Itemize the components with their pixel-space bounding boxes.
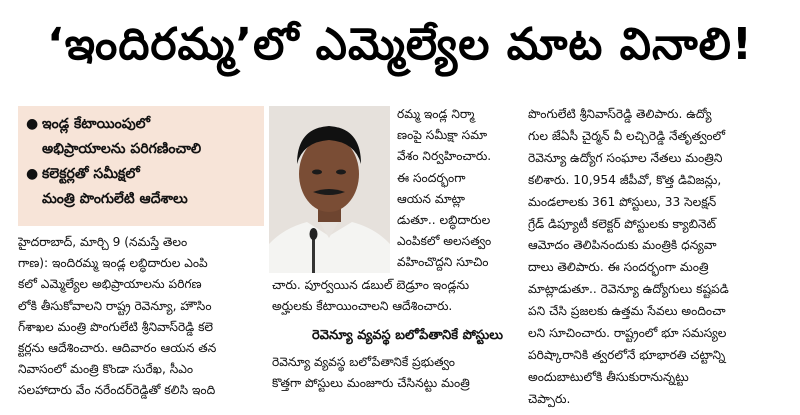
article-line: గుల జేఏసీ చైర్మన్ వీ లచ్చిరెడ్డి నేతృత్వంలో [528, 128, 726, 143]
article-line: గాణ): ఇందిరమ్మ ఇండ్ల లబ్ధిదారుల ఎంపి [18, 256, 208, 271]
article-line: ఆయన మాట్లా [397, 191, 465, 206]
article-line: చెప్పారు. [528, 391, 571, 406]
subheading: రెవెన్యూ వ్యవస్థ బలోపేతానికే పోస్టులు [312, 328, 504, 343]
article-column-2-after [272, 352, 517, 394]
article-line: చారు. పూర్వయిన డబుల్ బెడ్రూం ఇండ్లను [272, 278, 470, 292]
highlight-line: మంత్రి పొంగులేటి ఆదేశాలు [42, 191, 188, 207]
article-line: కలిశారు. 10,954 జీపీవో, కొత్త డివిజన్లు, [528, 172, 722, 187]
article-line: ణంపై సమీక్షా సమా [397, 128, 488, 143]
article-line: వేశం నిర్వహించారు. [397, 149, 492, 164]
article-line: ఆమోదం తెలిపినందుకు మంత్రికి ధన్యవా [528, 238, 717, 253]
article-line: మాట్లాడుతూ.. రెవెన్యూ ఉద్యోగులు కష్టపడి [528, 282, 729, 297]
article-line: ఎంపికలో అలసత్వం [397, 234, 492, 249]
article-column-1 [18, 232, 264, 402]
article-line: అర్హులకు కేటాయించాలని ఆదేశించారు. [272, 299, 453, 314]
minister-photo [269, 106, 390, 273]
article-line: డుతూ.. లబ్ధిదారుల [397, 213, 491, 228]
bullet-icon: ● [26, 116, 39, 132]
article-line: రెవెన్యూ వ్యవస్థ బలోపేతానికే ప్రభుత్వం [272, 355, 455, 369]
article-column-2-wide [272, 275, 517, 317]
article-line: పరిష్కారానికి త్వరలోనే భూభారతి చట్టాన్ని [528, 347, 726, 362]
article-column-3 [528, 104, 783, 411]
headline: ‘ఇందిరమ్మ’లో ఎమ్మెల్యేల మాట వినాలి! [46, 19, 753, 70]
highlight-line: అభిప్రాయాలను పరిగణించాలి [42, 141, 202, 157]
article-line: కొత్తగా పోస్టులు మంజూరు చేసినట్టు మంత్రి [272, 376, 470, 391]
article-line: హైదరాబాద్, మార్చి 9 (నమస్తే తెలం [18, 235, 188, 249]
article-line: పొంగులేటి శ్రీనివాస్‌రెడ్డి తెలిపారు. ఉద్యో [528, 107, 712, 121]
article-line: రెవెన్యూ ఉద్యోగ సంఘాల నేతలు మంత్రిని [528, 150, 723, 165]
article-line: గ్‌శాఖల మంత్రి పొంగులేటి శ్రీనివాస్‌రెడ్డి కలె [18, 319, 214, 334]
article-line: ఈ సందర్భంగా [397, 170, 466, 185]
article-line: అందుబాటులోకి తీసుకురానున్నట్టు [528, 369, 689, 384]
highlight-line: ఇండ్ల కేటాయింపులో [42, 116, 151, 132]
article-line: దాలు తెలిపారు. ఈ సందర్భంగా మంత్రి [528, 260, 709, 275]
article-line: మండలాలకు 361 పోస్టులు, 33 సెలక్షన్ [528, 194, 717, 209]
highlight-item [26, 112, 258, 162]
highlight-line: కలెక్టర్లతో సమీక్షలో [42, 166, 140, 182]
highlights-box [18, 106, 264, 226]
article-line: లోకి తీసుకోవాలని రాష్ట్ర రెవెన్యూ, హౌసిం [18, 298, 212, 313]
article-column-2-narrow [397, 104, 517, 274]
article-line: లని సూచించారు. రాష్ట్రంలో భూ సమస్యల [528, 326, 727, 341]
article-line: గ్రేడ్ డిప్యూటీ కలెక్టర్ పోస్టులకు క్యాబినెట్ [528, 216, 716, 231]
bullet-icon: ● [26, 166, 39, 182]
article-line: వహించొద్దని సూచిం [397, 255, 489, 270]
highlight-item [26, 162, 258, 212]
article-line: సలహాదారు వేం నరేందర్‌రెడ్డితో కలిసి ఇంది [18, 383, 216, 398]
article-line: క్టర్లను ఆదేశించారు. ఆదివారం ఆయన తన [18, 341, 217, 356]
article-line: రమ్మ ఇండ్ల నిర్మా [397, 107, 475, 121]
article-line: నివాసంలో మంత్రి కొండా సురేఖ, సీఎం [18, 362, 194, 377]
article-line: పని చేసి ప్రజలకు ఉత్తమ సేవలు అందించా [528, 304, 726, 319]
article-line: కలో ఎమ్మెల్యేల అభిప్రాయాలను పరిగణ [18, 277, 202, 292]
